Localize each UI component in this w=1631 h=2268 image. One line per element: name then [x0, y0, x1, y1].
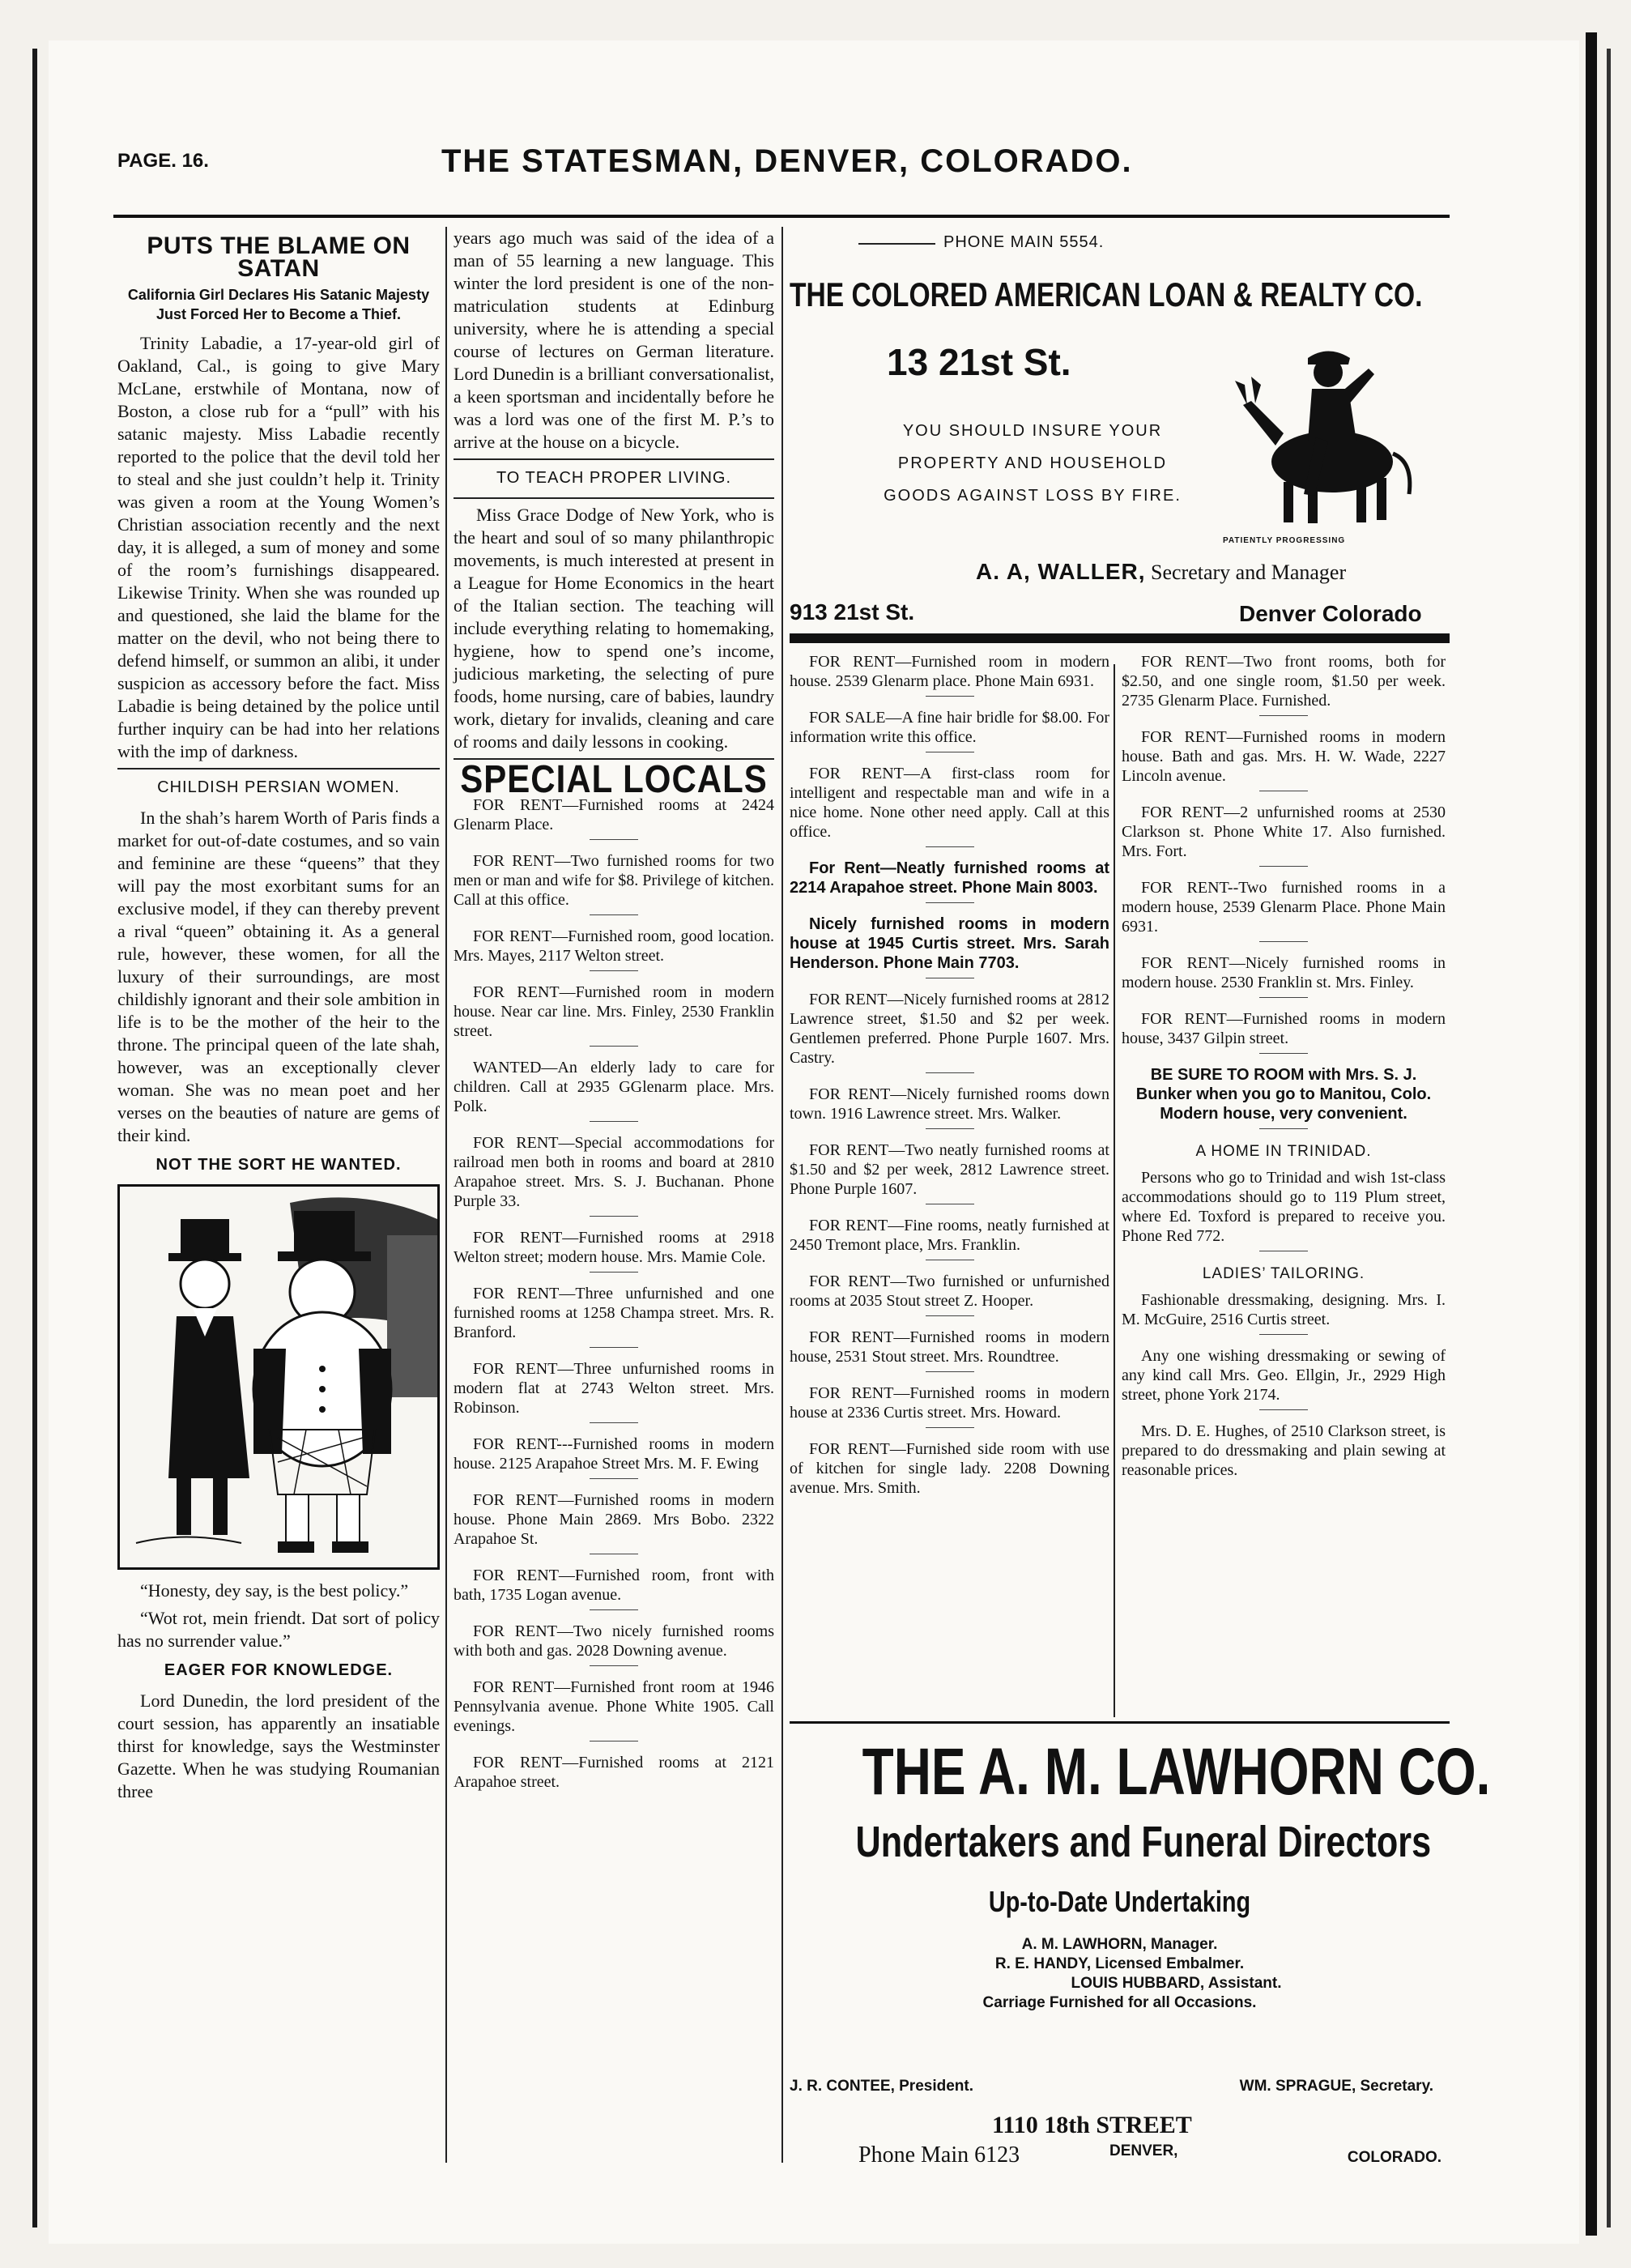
special-ad: WANTED—An elderly lady to care for children. Call at 2935 GGlenarm place. Mrs. Polk. [454, 1059, 774, 1115]
satan-deck: California Girl Declares His Satanic Majesty Just Forced Her to Become a Thief. [127, 287, 430, 322]
donkey-rider-icon [1227, 340, 1421, 526]
special-ad: FOR RENT—Furnished rooms at 2918 Welton street; modern house. Mrs. Mamie Cole. [454, 1229, 774, 1266]
classified-ad: FOR RENT—Two neatly furnished rooms at $1.50 and $2 per week, 2812 Lawrence street. Phone Purple 1607. [790, 1141, 1109, 1198]
classified-ad: FOR RENT—Furnished rooms in modern house. Bath and gas. Mrs. H. W. Wade, 2227 Lincoln avenue. [1122, 728, 1446, 785]
classified-ad: For Rent—Neatly furnished rooms at 2214 Arapahoe street. Phone Main 8003. [790, 859, 1109, 897]
cartoon-illustration [117, 1184, 440, 1570]
column-rule-3 [1114, 664, 1115, 1717]
special-ad: FOR RENT---Furnished rooms in modern house. 2125 Arapahoe Street Mrs. M. F. Ewing [454, 1435, 774, 1473]
lawhorn-secretary: WM. SPRAGUE, Secretary. [1239, 2078, 1433, 2095]
classified-ad: FOR RENT—Two front rooms, both for $2.50, and one single room, $1.50 per week. 2735 Glenarm Place. Furnished. [1122, 653, 1446, 710]
loan-motto: PATIENTLY PROGRESSING [1223, 536, 1346, 545]
classified-ad: FOR RENT—Two furnished or unfurnished rooms at 2035 Stout street Z. Hooper. [790, 1273, 1109, 1310]
column-2 [454, 227, 774, 1797]
special-ad: FOR RENT—Furnished rooms at 2424 Glenarm Place. [454, 796, 774, 833]
loan-phone: PHONE MAIN 5554. [943, 233, 1105, 251]
lawhorn-staff: A. M. LAWHORN, Manager. R. E. HANDY, Licensed Embalmer. LOUIS HUBBARD, Assistant. Carriage Furnished for all Occasions. [982, 1936, 1282, 2011]
special-ad: FOR RENT—Special accommodations for railroad men both in rooms and board at 2810 Arapahoe street. Mrs. S. J. Buchanan. Phone Purple 33. [454, 1134, 774, 1210]
knowledge-body-2: years ago much was said of the idea of a man of 55 learning a new language. This winter the lord president is one of the non-matriculation students at Edinburg university, where he is attending a special course of lectures on German literature. Lord Dunedin is a brilliant conversationalist, a keen sportsman and incidentally before he was a lord was one of the first M. P.’s to arrive at the house on a bicycle. [454, 228, 774, 452]
special-ad: FOR RENT—Furnished front room at 1946 Pennsylvania avenue. Phone White 1905. Call evenings. [454, 1678, 774, 1735]
trinidad-body: Persons who go to Trinidad and wish 1st-class accommodations should go to 119 Plum street, where Ed. Toxford is prepared to receive you. Phone Red 772. [1122, 1169, 1446, 1245]
classified-ad: FOR RENT—Furnished rooms in modern house, 3437 Gilpin street. [1122, 1010, 1446, 1047]
lawhorn-subtitle: Undertakers and Funeral Directors [855, 1818, 1432, 1866]
knowledge-body-1: Lord Dunedin, the lord president of the court session, has apparently an insatiable thirst for knowledge, says the Westminster Gazette. When he was studying Roumanian three [117, 1690, 440, 1801]
column-1 [117, 227, 440, 1808]
classified-ad: FOR RENT--Two furnished rooms in a modern house, 2539 Glenarm Place. Phone Main 6931. [1122, 879, 1446, 936]
classifieds-column-right [1122, 652, 1446, 1485]
lawhorn-footer [790, 2078, 1450, 2175]
loan-company-name: THE COLORED AMERICAN LOAN & REALTY CO. [790, 275, 1423, 313]
column-rule-2 [781, 227, 783, 2163]
classified-ad: FOR SALE—A fine hair bridle for $8.00. For information write this office. [790, 709, 1109, 746]
classified-ad: FOR RENT—Nicely furnished rooms down town. 1916 Lawrence street. Mrs. Walker. [790, 1085, 1109, 1123]
trinidad-headline: A HOME IN TRINIDAD. [1195, 1143, 1372, 1160]
classified-ad: FOR RENT—Furnished room in modern house. 2539 Glenarm place. Phone Main 6931. [790, 653, 1109, 690]
classified-ad: FOR RENT—Furnished rooms in modern house at 2336 Curtis street. Mrs. Howard. [790, 1384, 1109, 1422]
special-locals-heading: SPECIAL LOCALS [460, 757, 768, 801]
thick-rule [790, 633, 1450, 643]
persian-body: In the shah’s harem Worth of Paris finds a market for out-of-date costumes, and so vain and feminine are these “queens” that they will pay the most exorbitant sums for an exclusive model, if they can thereby prevent a rival “queen” obtaining it. As a general rule, however, these women, for all the luxury of their surroundings, are most childishly ignorant and their sole ambition in life is to be the mother of the heir to the throne. The principal queen of the late shah, however, was an exceptionally clever woman. She was no mean poet and her verses on the beauties of nature are gems of their kind. [117, 808, 440, 1145]
classified-ad: Nicely furnished rooms in modern house at 1945 Curtis street. Mrs. Sarah Henderson. Phone Main 7703. [790, 915, 1109, 972]
manitou-ad: BE SURE TO ROOM with Mrs. S. J. Bunker when you go to Manitou, Colo. Modern house, very convenient. [1135, 1066, 1432, 1123]
lawhorn-phone: Phone Main 6123 [858, 2142, 1020, 2168]
newspaper-title: THE STATESMAN, DENVER, COLORADO. [441, 143, 1133, 179]
masthead-rule [113, 215, 1450, 218]
divider [454, 497, 774, 499]
divider [117, 768, 440, 770]
special-ad: FOR RENT—Furnished room, good location. Mrs. Mayes, 2117 Welton street. [454, 927, 774, 965]
special-ad: FOR RENT—Furnished room in modern house. Near car line. Mrs. Finley, 2530 Franklin street. [454, 983, 774, 1040]
special-ad: FOR RENT—Three unfurnished rooms in modern flat at 2743 Welton street. Mrs. Robinson. [454, 1360, 774, 1417]
classified-ad: FOR RENT—2 unfurnished rooms at 2530 Clarkson st. Phone White 17. Also furnished. Mrs. Fort. [1122, 804, 1446, 860]
lawhorn-president: J. R. CONTEE, President. [790, 2078, 973, 2095]
column-rule-1 [445, 227, 447, 2163]
loan-address-2: 913 21st St. [790, 599, 915, 625]
page-edge-right [1586, 32, 1597, 2236]
cartoon-caption-1: “Honesty, dey say, is the best policy.” [140, 1580, 409, 1601]
masthead [117, 143, 1575, 198]
classified-ad: FOR RENT—Furnished rooms in modern house, 2531 Stout street. Mrs. Roundtree. [790, 1328, 1109, 1366]
living-headline: TO TEACH PROPER LIVING. [496, 469, 732, 487]
lawhorn-ad [790, 1729, 1491, 2183]
dressmaking-ad-1: Any one wishing dressmaking or sewing of any kind call Mrs. Geo. Ellgin, Jr., 2929 High street, phone York 2174. [1122, 1347, 1446, 1404]
classified-ad: FOR RENT—Nicely furnished rooms at 2812 Lawrence street, $1.50 and $2 per week. Gentlemen preferred. Phone Purple 1607. Mrs. Castry. [790, 991, 1109, 1067]
divider [454, 458, 774, 460]
tailoring-body: Fashionable dressmaking, designing. Mrs. I. M. McGuire, 2516 Curtis street. [1122, 1291, 1446, 1328]
loan-city: Denver Colorado [1239, 601, 1422, 626]
special-ad: FOR RENT—Furnished rooms in modern house. Phone Main 2869. Mrs Bobo. 2322 Arapahoe St. [454, 1491, 774, 1548]
section-rule [790, 1721, 1450, 1724]
cartoon-headline: NOT THE SORT HE WANTED. [155, 1156, 402, 1174]
special-ad: FOR RENT—Two nicely furnished rooms with both and gas. 2028 Downing avenue. [454, 1622, 774, 1660]
knowledge-headline: EAGER FOR KNOWLEDGE. [164, 1661, 394, 1679]
classified-ad: FOR RENT—A first-class room for intelligent and respectable man and wife in a nice home. None other need apply. Call at this office. [790, 765, 1109, 841]
satan-body: Trinity Labadie, a 17-year-old girl of Oakland, Cal., is going to give Mary McLane, erstwhile of Montana, now of Boston, a close rub for a “pull” with his satanic majesty. Miss Labadie recently reported to the police that the devil told her to steal and she just couldn’t help it. Trinity was given a room at the Young Women’s Christian association recently and the next day, it is alleged, a sum of money and some of the room’s furnishings disappeared. Likewise Trinity. When she was rounded up and questioned, she laid the blame for the matter on the devil, who not being there to defend himself, or summon an alibi, it under suspicion as accessory before the fact. Miss Labadie is being detained by the police until further inquiry can be had into her relations with the imp of darkness. [117, 333, 440, 761]
dressmaking-ad-2: Mrs. D. E. Hughes, of 2510 Clarkson street, is prepared to do dressmaking and plain sewing at reasonable prices. [1122, 1422, 1446, 1479]
classified-ad: FOR RENT—Nicely furnished rooms in modern house. 2530 Franklin st. Mrs. Finley. [1122, 954, 1446, 991]
page-number: PAGE. 16. [117, 150, 209, 172]
lawhorn-street: 1110 18th STREET [992, 2112, 1192, 2138]
living-body: Miss Grace Dodge of New York, who is the heart and soul of so many philanthropic movements, is much interested at present in a League for Home Economics in the heart of the Italian section. The teaching will include everything relating to homemaking, hygiene, how to spend one’s income, judicious marketing, the selecting of pure foods, home nursing, care of babies, laundry work, dietary for invalids, cleaning and care of rooms and daily lessons in cooking. [454, 505, 774, 752]
special-ad: FOR RENT—Furnished room, front with bath, 1735 Logan avenue. [454, 1567, 774, 1604]
special-ad: FOR RENT—Three unfurnished and one furnished rooms at 1258 Champa street. Mrs. R. Branford. [454, 1285, 774, 1341]
cartoon-caption-2: “Wot rot, mein friendt. Dat sort of policy has no surrender value.” [117, 1608, 440, 1651]
satan-headline: PUTS THE BLAME ON SATAN [147, 232, 411, 282]
lawhorn-company: THE A. M. LAWHORN CO. [862, 1735, 1491, 1809]
classified-ad: FOR RENT—Furnished side room with use of kitchen for single lady. 2208 Downing avenue. Mrs. Smith. [790, 1440, 1109, 1497]
lawhorn-colorado: COLORADO. [1347, 2149, 1441, 2166]
loan-tagline: YOU SHOULD INSURE YOUR PROPERTY AND HOUSEHOLD GOODS AGAINST LOSS BY FIRE. [884, 422, 1182, 505]
special-ad: FOR RENT—Two furnished rooms for two men or man and wife for $8. Privilege of kitchen. Call at this office. [454, 852, 774, 909]
page-edge-left [32, 49, 37, 2228]
special-ad: FOR RENT—Furnished rooms at 2121 Arapahoe street. [454, 1754, 774, 1791]
tailoring-headline: LADIES’ TAILORING. [1202, 1265, 1365, 1282]
loan-realty-ad [790, 227, 1454, 648]
loan-manager: A. A, WALLER, Secretary and Manager [976, 559, 1347, 584]
persian-headline: CHILDISH PERSIAN WOMEN. [157, 778, 400, 796]
classifieds-column-left [790, 652, 1109, 1503]
loan-address-1: 13 21st St. [887, 341, 1071, 383]
page-edge-right-inner [1607, 49, 1611, 2228]
lawhorn-tagline: Up-to-Date Undertaking [988, 1885, 1251, 1918]
lawhorn-denver: DENVER, [1109, 2142, 1178, 2159]
classified-ad: FOR RENT—Fine rooms, neatly furnished at 2450 Tremont place, Mrs. Franklin. [790, 1217, 1109, 1254]
